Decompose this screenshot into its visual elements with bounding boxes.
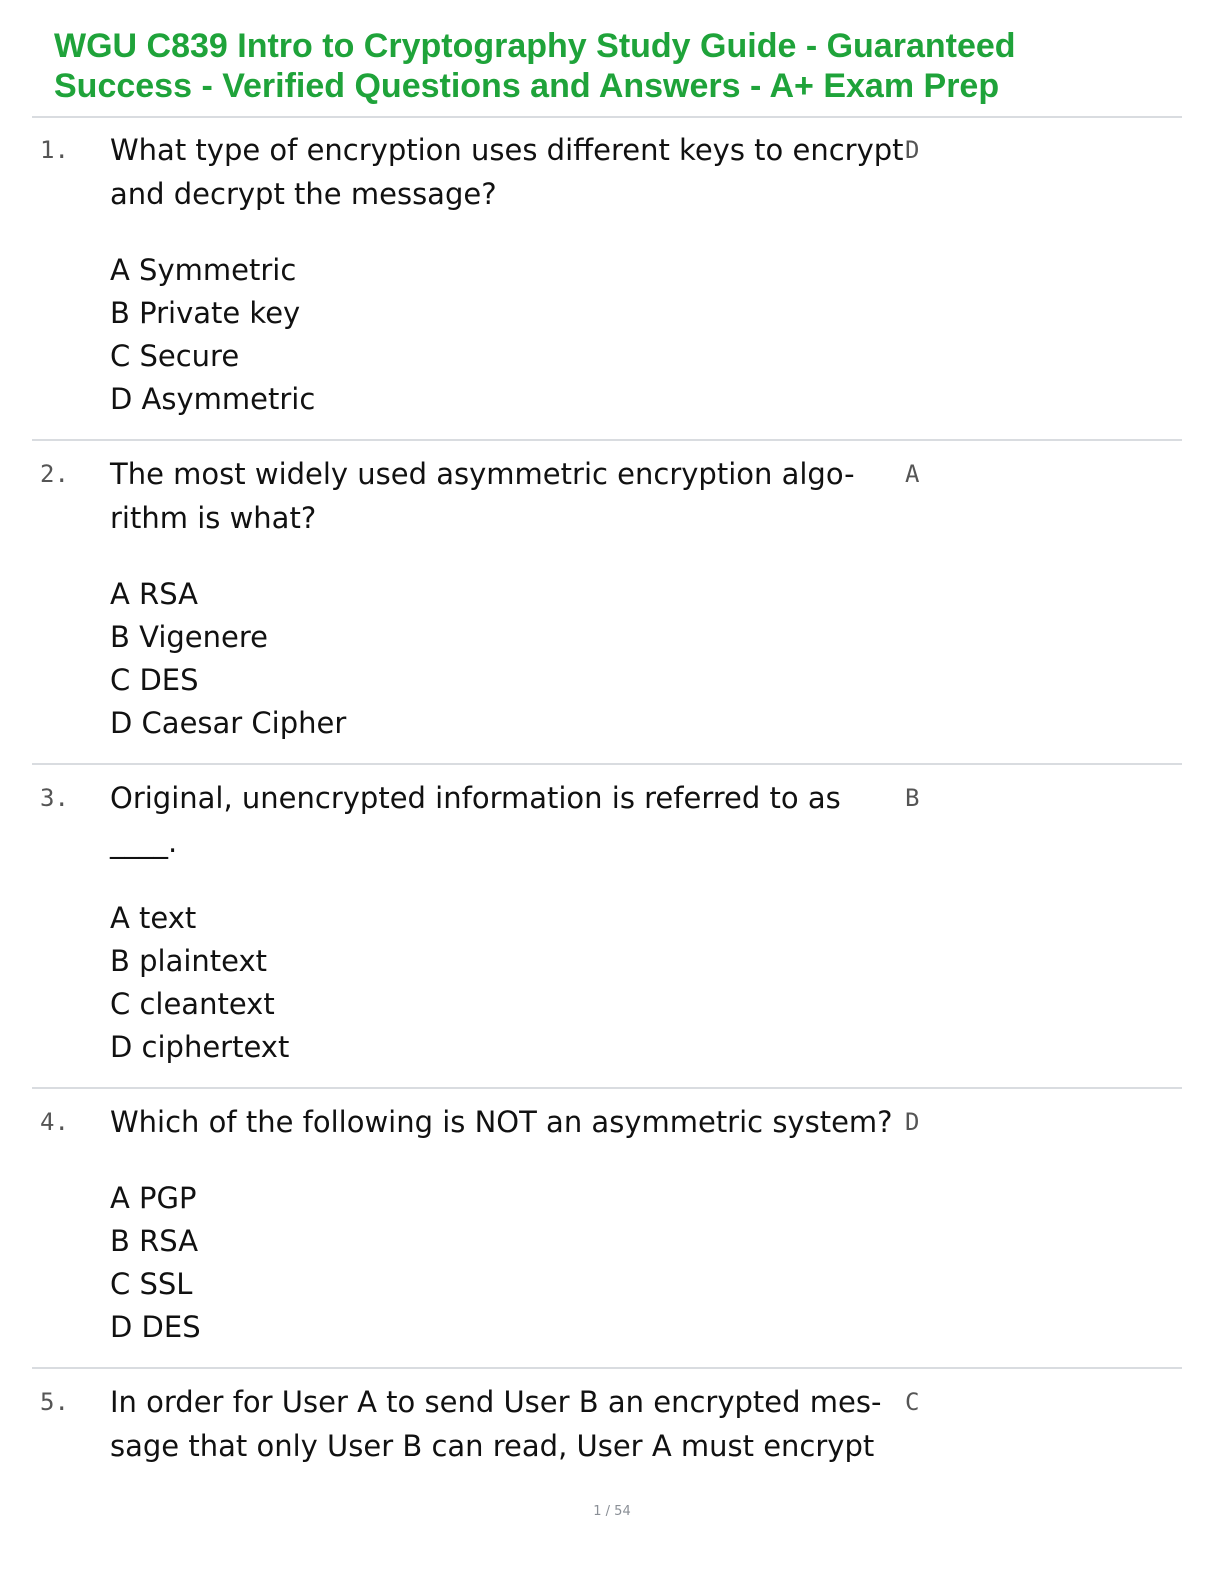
option-item: C DES [110,663,199,697]
answer-key: C [905,1388,920,1416]
option-item: D ciphertext [110,1030,290,1064]
option-item: A PGP [110,1181,197,1215]
question-text [110,1380,880,1468]
option-item: B Vigenere [110,620,268,654]
document-title-line-1: WGU C839 Intro to Cryptography Study Guide - Guaranteed [54,27,1016,65]
answer-key: B [905,784,920,812]
question-text-line: Original, unencrypted information is referred to as [110,781,841,815]
divider [32,439,1182,441]
question-number: 2. [40,460,69,488]
divider [32,116,1182,118]
option-item: D Asymmetric [110,382,316,416]
option-item: D DES [110,1310,201,1344]
question-text [110,1100,893,1144]
divider [32,763,1182,765]
question-text-line: Which of the following is NOT an asymmetric system? [110,1105,893,1139]
divider [32,1367,1182,1369]
option-item: A RSA [110,577,198,611]
question-text [110,452,880,540]
option-item: A Symmetric [110,253,297,287]
page-indicator: 1 / 54 [593,1504,631,1519]
question-number: 1. [40,136,69,164]
divider [32,1087,1182,1089]
question-text-line: sage that only User B can read, User A must encrypt [110,1429,875,1463]
option-item: C Secure [110,339,240,373]
option-item: A text [110,901,197,935]
option-item: C SSL [110,1267,193,1301]
answer-options [110,249,810,421]
question-number: 3. [40,784,69,812]
question-number: 4. [40,1108,69,1136]
answer-options [110,897,810,1069]
answer-key: D [905,1108,920,1136]
option-item: D Caesar Cipher [110,706,347,740]
question-text-line: ____. [110,825,178,859]
option-item: B plaintext [110,944,268,978]
question-text-line: and decrypt the message? [110,177,497,211]
question-text-line: What type of encryption uses different keys to encrypt [110,133,904,167]
answer-key: A [905,460,920,488]
question-number: 5. [40,1388,69,1416]
answer-key: D [905,136,920,164]
document-title-line-2: Success - Verified Questions and Answers - A+ Exam Prep [54,67,1000,105]
answer-options [110,573,810,745]
question-text [110,128,904,216]
option-item: B RSA [110,1224,199,1258]
document-title [54,26,1174,106]
question-text-line: The most widely used asymmetric encryption algo- [110,457,855,491]
question-text-line: In order for User A to send User B an encrypted mes- [110,1385,882,1419]
option-item: C cleantext [110,987,275,1021]
question-text-line: rithm is what? [110,501,317,535]
option-item: B Private key [110,296,301,330]
question-text [110,776,880,864]
answer-options [110,1177,810,1349]
